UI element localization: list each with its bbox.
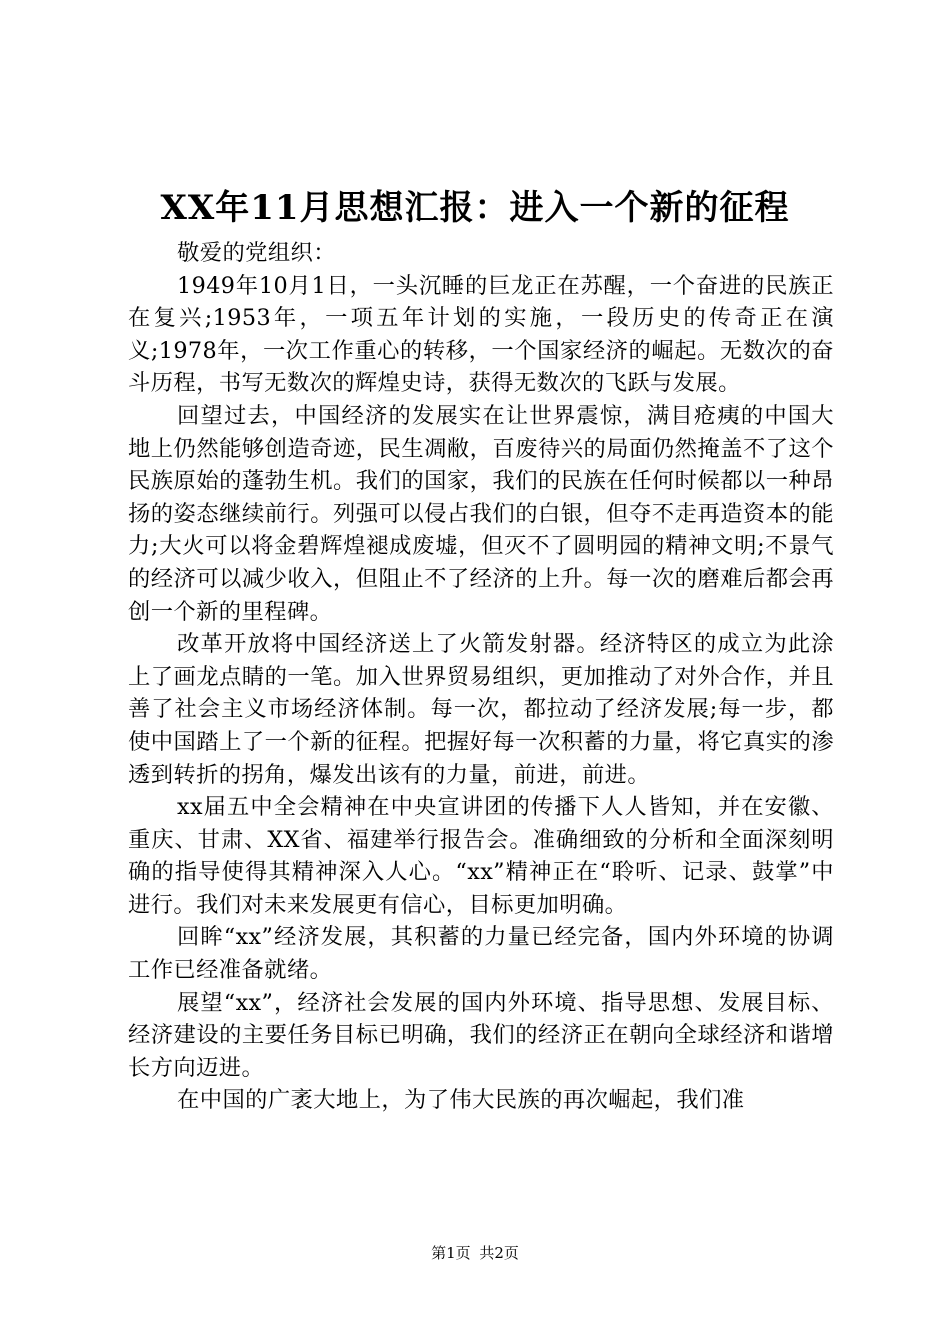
document-body bbox=[128, 237, 834, 1117]
paragraph: 回望过去，中国经济的发展实在让世界震惊，满目疮痍的中国大地上仍然能够创造奇迹，民生凋敝，百废待兴的局面仍然掩盖不了这个民族原始的蓬勃生机。我们的国家，我们的民族在任何时候都以一种昂扬的姿态继续前行。列强可以侵占我们的白银，但夺不走再造资本的能力;大火可以将金碧辉煌褪成废墟，但灭不了圆明园的精神文明;不景气的经济可以减少收入，但阻止不了经济的上升。每一次的磨难后都会再创一个新的里程碑。 bbox=[128, 402, 834, 625]
paragraph: 回眸“xx”经济发展，其积蓄的力量已经完备，国内外环境的协调工作已经准备就绪。 bbox=[128, 924, 834, 984]
page-footer bbox=[0, 1242, 950, 1264]
salutation: 敬爱的党组织： bbox=[177, 240, 336, 266]
paragraph: xx届五中全会精神在中央宣讲团的传播下人人皆知，并在安徽、重庆、甘肃、XX省、福建举行报告会。准确细致的分析和全面深刻明确的指导使得其精神深入人心。“xx”精神正在“聆听、记录、鼓掌”中进行。我们对未来发展更有信心，目标更加明确。 bbox=[128, 794, 834, 918]
document-title: XX年11月思想汇报：进入一个新的征程 bbox=[160, 188, 790, 228]
paragraph: 在中国的广袤大地上，为了伟大民族的再次崛起，我们准 bbox=[177, 1087, 745, 1114]
paragraph: 展望“xx”，经济社会发展的国内外环境、指导思想、发展目标、经济建设的主要任务目标已明确，我们的经济正在朝向全球经济和谐增长方向迈进。 bbox=[128, 989, 834, 1081]
page-number: 第1页 bbox=[431, 1244, 471, 1262]
paragraph: 改革开放将中国经济送上了火箭发射器。经济特区的成立为此涂上了画龙点睛的一笔。加入世界贸易组织，更加推动了对外合作，并且善了社会主义市场经济体制。每一次，都拉动了经济发展;每一步，都使中国踏上了一个新的征程。把握好每一次积蓄的力量，将它真实的渗透到转折的拐角，爆发出该有的力量，前进，前进。 bbox=[128, 631, 834, 788]
paragraph: 1949年10月1日，一头沉睡的巨龙正在苏醒，一个奋进的民族正在复兴;1953年，一项五年计划的实施，一段历史的传奇正在演义;1978年，一次工作重心的转移，一个国家经济的崛起。无数次的奋斗历程，书写无数次的辉煌史诗，获得无数次的飞跃与发展。 bbox=[128, 272, 834, 397]
page-total: 共2页 bbox=[479, 1244, 519, 1262]
